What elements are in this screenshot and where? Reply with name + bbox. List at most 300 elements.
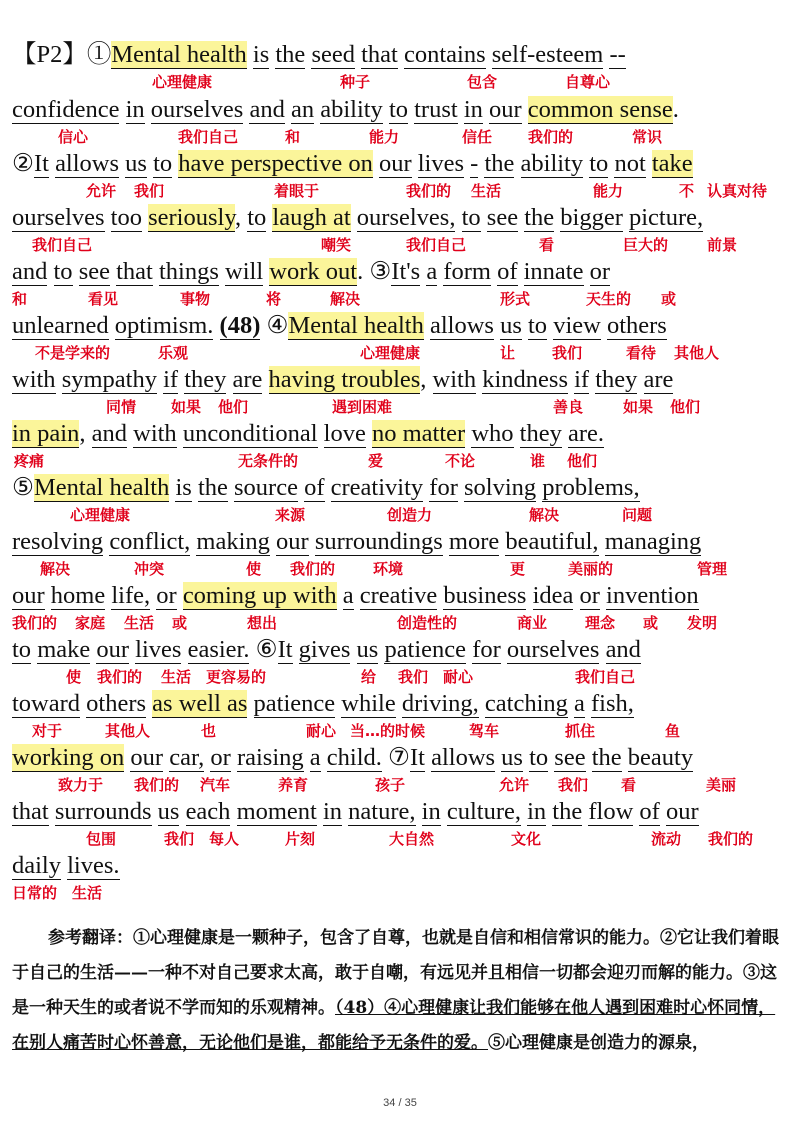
highlighted-phrase: Mental health — [288, 312, 424, 339]
word: us — [500, 312, 522, 339]
word: to — [461, 204, 481, 231]
word: a — [342, 582, 354, 609]
word: our — [12, 582, 45, 609]
space — [514, 150, 520, 177]
word: resolving — [12, 528, 104, 555]
chinese-gloss: 我们 — [398, 668, 429, 686]
chinese-gloss: 看 — [621, 776, 637, 794]
chinese-gloss: 汽车 — [200, 776, 231, 794]
passage-line — [12, 419, 604, 449]
word: catching — [484, 690, 568, 717]
passage-line — [12, 581, 699, 611]
word: are — [232, 366, 263, 393]
word: patience — [384, 636, 467, 663]
chinese-gloss: 或 — [643, 614, 659, 632]
chinese-gloss: 我们的 — [12, 614, 58, 632]
word: ② — [12, 150, 34, 177]
space — [443, 528, 449, 555]
word: to — [153, 150, 173, 177]
word: ability — [520, 150, 584, 177]
word: easier. — [187, 636, 250, 663]
chinese-gloss: 包围 — [86, 830, 117, 848]
word: will — [225, 258, 264, 285]
word: lives — [417, 150, 465, 177]
space — [573, 582, 579, 609]
word: fish, — [591, 690, 634, 717]
word: , — [420, 366, 427, 393]
chinese-gloss: 能力 — [369, 128, 400, 146]
highlighted-phrase: no matter — [371, 420, 466, 447]
highlighted-phrase: coming up with — [182, 582, 337, 609]
word: ourselves, — [356, 204, 456, 231]
space — [501, 636, 507, 663]
chinese-gloss: 心理健康 — [70, 506, 131, 524]
chinese-gloss: 信心 — [58, 128, 89, 146]
chinese-gloss: 生活 — [124, 614, 155, 632]
word: daily — [12, 852, 61, 879]
chinese-gloss: 巨大的 — [623, 236, 669, 254]
chinese-gloss: 耐心 — [443, 668, 474, 686]
word: driving, — [401, 690, 479, 717]
word: form — [443, 258, 491, 285]
word: beautiful, — [505, 528, 599, 555]
highlighted-phrase: Mental health — [111, 41, 247, 68]
chinese-gloss: 我们 — [164, 830, 195, 848]
translation-underlined-48: （48）④心理健康让我们能够在他人遇到困难时心怀同情，在别人痛苦时心怀善意，无论他们是谁，都能给予无条件的爱。 — [12, 998, 776, 1053]
chinese-gloss: 他们 — [670, 398, 701, 416]
space — [637, 366, 643, 393]
word: allows — [429, 312, 494, 339]
word: and — [12, 258, 48, 285]
word: or — [589, 258, 611, 285]
word: to — [589, 150, 609, 177]
word: beauty — [627, 744, 694, 771]
word: our — [665, 798, 699, 825]
word: innate — [523, 258, 584, 285]
chinese-gloss: 和 — [285, 128, 301, 146]
space — [458, 96, 464, 123]
word: lives — [135, 636, 182, 663]
word: ourselves — [506, 636, 600, 663]
paragraph-label: 【P2】 — [12, 41, 87, 68]
passage-line — [12, 689, 634, 719]
space — [73, 258, 79, 285]
chinese-gloss: 生活 — [471, 182, 502, 200]
chinese-gloss: 种子 — [340, 73, 371, 91]
word: confidence — [12, 96, 120, 123]
word: they — [595, 366, 638, 393]
word: us — [125, 150, 147, 177]
chinese-gloss: 我们自己 — [32, 236, 93, 254]
word: are. — [567, 420, 604, 447]
word: source — [234, 474, 298, 501]
space — [49, 798, 55, 825]
chinese-gloss: 致力于 — [58, 776, 104, 794]
word: in — [527, 798, 547, 825]
word: to — [528, 312, 548, 339]
chinese-gloss: 发明 — [687, 614, 718, 632]
space — [416, 798, 422, 825]
highlighted-phrase: Mental health — [33, 474, 170, 501]
space — [321, 744, 327, 771]
word: things — [158, 258, 219, 285]
word: are — [643, 366, 674, 393]
word: others — [606, 312, 667, 339]
space — [396, 690, 402, 717]
space — [309, 528, 315, 555]
chinese-gloss: 解决 — [529, 506, 560, 524]
space — [318, 420, 324, 447]
word: our — [489, 96, 522, 123]
chinese-gloss: 日常的 — [12, 884, 58, 902]
chinese-gloss: 当…的时候 — [350, 722, 426, 740]
word: ⑥ — [255, 636, 278, 663]
word: make — [37, 636, 91, 663]
word: the — [484, 150, 515, 177]
word: . — [672, 96, 679, 123]
space — [354, 582, 360, 609]
word: that — [116, 258, 153, 285]
word: self-esteem — [491, 41, 604, 68]
word: if — [163, 366, 179, 393]
word: or — [210, 744, 231, 771]
highlighted-phrase: as well as — [152, 690, 248, 717]
word: raising — [236, 744, 304, 771]
chinese-gloss: 生活 — [161, 668, 192, 686]
passage-line — [12, 40, 626, 70]
word: invention — [606, 582, 699, 609]
word: they — [184, 366, 227, 393]
word: creativity — [330, 474, 424, 501]
space — [177, 420, 183, 447]
word: life, — [111, 582, 151, 609]
chinese-gloss: 驾车 — [469, 722, 500, 740]
highlighted-phrase: work out — [269, 258, 358, 285]
space — [514, 420, 520, 447]
word: allows — [431, 744, 496, 771]
word: It — [409, 744, 425, 771]
space — [56, 366, 62, 393]
word: for — [429, 474, 458, 501]
word: others — [86, 690, 147, 717]
word: for — [472, 636, 501, 663]
chinese-gloss: 养育 — [278, 776, 309, 794]
space — [455, 204, 461, 231]
word: see — [554, 744, 586, 771]
word: that — [361, 41, 398, 68]
word: to — [53, 258, 73, 285]
chinese-gloss: 包含 — [467, 73, 498, 91]
chinese-gloss: 善良 — [553, 398, 584, 416]
translation-part-3: ⑤心理健康是创造力的源泉， — [488, 1033, 709, 1053]
word: -- — [609, 41, 626, 68]
word: managing — [604, 528, 702, 555]
highlighted-phrase: laugh at — [272, 204, 351, 231]
chinese-gloss: 信任 — [462, 128, 493, 146]
word: nature, — [348, 798, 416, 825]
word: trust — [414, 96, 458, 123]
word: surroundings — [314, 528, 443, 555]
word: creative — [359, 582, 438, 609]
passage-line — [12, 257, 610, 287]
chinese-gloss: 看 — [539, 236, 555, 254]
passage-line — [12, 149, 693, 179]
word: It — [33, 150, 49, 177]
chinese-gloss: 心理健康 — [360, 344, 421, 362]
reference-translation — [12, 921, 788, 1061]
word: or — [156, 582, 177, 609]
chinese-gloss: 天生的 — [586, 290, 632, 308]
chinese-gloss: 生活 — [72, 884, 103, 902]
chinese-gloss: 我们的 — [290, 560, 336, 578]
chinese-gloss: 允许 — [86, 182, 117, 200]
chinese-gloss: 冲突 — [134, 560, 165, 578]
chinese-gloss: 创造性的 — [397, 614, 458, 632]
chinese-gloss: 乐观 — [158, 344, 189, 362]
word: business — [443, 582, 527, 609]
word: ④ — [266, 312, 289, 339]
word: culture, — [446, 798, 521, 825]
chinese-gloss: 我们自己 — [406, 236, 467, 254]
passage-line — [12, 797, 699, 827]
word: . — [357, 258, 364, 285]
space — [337, 582, 343, 609]
passage-line — [12, 635, 641, 665]
chinese-gloss: 其他人 — [105, 722, 151, 740]
chinese-gloss: 耐心 — [306, 722, 337, 740]
word: ⑦ — [388, 744, 410, 771]
chinese-gloss: 我们的 — [708, 830, 754, 848]
space — [351, 204, 357, 231]
word: is — [175, 474, 192, 501]
chinese-gloss: 我们 — [558, 776, 589, 794]
word: each — [185, 798, 231, 825]
passage-line — [12, 473, 640, 503]
chinese-gloss: 美丽的 — [568, 560, 614, 578]
word: ① — [86, 41, 112, 68]
space — [247, 690, 253, 717]
word: (48) — [219, 312, 261, 339]
chinese-gloss: 认真对待 — [707, 182, 768, 200]
chinese-gloss: 着眼于 — [274, 182, 320, 200]
word: while — [341, 690, 396, 717]
chinese-gloss: 每人 — [209, 830, 240, 848]
chinese-gloss: 无条件的 — [238, 452, 299, 470]
passage-line — [12, 95, 679, 125]
chinese-gloss: 我们自己 — [178, 128, 239, 146]
chinese-gloss: 大自然 — [389, 830, 435, 848]
word: seed — [311, 41, 355, 68]
space — [526, 582, 532, 609]
chinese-gloss: 流动 — [651, 830, 682, 848]
word: ability — [320, 96, 383, 123]
word: see — [78, 258, 110, 285]
word: conflict, — [109, 528, 191, 555]
space — [213, 312, 219, 339]
space — [177, 582, 183, 609]
space — [412, 150, 418, 177]
page-number: 34 / 35 — [383, 1097, 417, 1109]
word: patience — [253, 690, 336, 717]
chinese-gloss: 理念 — [585, 614, 616, 632]
word: toward — [12, 690, 81, 717]
word: the — [275, 41, 306, 68]
word: idea — [532, 582, 574, 609]
word: with — [432, 366, 477, 393]
word: - — [470, 150, 479, 177]
word: if — [574, 366, 590, 393]
chinese-gloss: 解决 — [330, 290, 361, 308]
highlighted-phrase: have perspective on — [178, 150, 373, 177]
word: ourselves — [150, 96, 244, 123]
space — [441, 798, 447, 825]
word: ourselves — [12, 204, 105, 231]
word: child. — [326, 744, 382, 771]
space — [86, 420, 92, 447]
word: in — [125, 96, 145, 123]
word: see — [486, 204, 519, 231]
space — [646, 150, 652, 177]
space — [599, 636, 605, 663]
space — [152, 798, 158, 825]
chinese-gloss: 自尊心 — [565, 73, 611, 91]
word: of — [304, 474, 325, 501]
chinese-gloss: 我们的 — [528, 128, 574, 146]
space — [350, 636, 356, 663]
translation-label: 参考翻译： — [48, 928, 133, 948]
word: unconditional — [182, 420, 318, 447]
word: of — [497, 258, 518, 285]
word: in — [463, 96, 483, 123]
word: a — [574, 690, 585, 717]
chinese-gloss: 嘲笑 — [321, 236, 352, 254]
space — [247, 41, 253, 68]
chinese-gloss: 家庭 — [75, 614, 106, 632]
chinese-gloss: 我们 — [134, 182, 165, 200]
word: It — [277, 636, 293, 663]
word: contains — [403, 41, 486, 68]
chinese-gloss: 前景 — [707, 236, 738, 254]
space — [293, 636, 299, 663]
chinese-gloss: 使 — [66, 668, 82, 686]
word: It's — [391, 258, 421, 285]
chinese-gloss: 抓住 — [565, 722, 596, 740]
word: us — [157, 798, 180, 825]
chinese-gloss: 我们的 — [97, 668, 143, 686]
highlighted-phrase: seriously — [148, 204, 235, 231]
chinese-gloss: 允许 — [499, 776, 530, 794]
space — [586, 744, 592, 771]
space — [599, 528, 605, 555]
word: or — [579, 582, 600, 609]
chinese-gloss: 来源 — [275, 506, 306, 524]
word: not — [614, 150, 646, 177]
word: kindness — [482, 366, 568, 393]
word: us — [356, 636, 379, 663]
translation-part-1: ①心理健康是一颗种子，包含了自尊，也就是自信和相信常识的能力。②它让我们着眼于自己的生活——一种不对自己要求太高，敢于自嘲，有远见并且相信一切都会迎刃而解的能力。③这是一种天生的或者说不学而知的乐观精神。 — [12, 928, 779, 1018]
chinese-gloss: 更 — [510, 560, 526, 578]
chinese-gloss: 孩子 — [375, 776, 406, 794]
word: a — [309, 744, 321, 771]
chinese-gloss: 爱 — [368, 452, 384, 470]
chinese-gloss: 如果 — [171, 398, 202, 416]
word: to — [388, 96, 408, 123]
word: our — [378, 150, 412, 177]
chinese-gloss: 或 — [172, 614, 188, 632]
space — [179, 798, 185, 825]
word: gives — [298, 636, 351, 663]
passage-line — [12, 311, 667, 341]
word: a — [426, 258, 438, 285]
space — [105, 204, 111, 231]
chinese-gloss: 对于 — [32, 722, 63, 740]
space — [481, 204, 487, 231]
space — [230, 798, 236, 825]
word: to — [247, 204, 267, 231]
passage-line — [12, 527, 701, 557]
chinese-gloss: 我们自己 — [575, 668, 636, 686]
word: moment — [236, 798, 317, 825]
word: they — [519, 420, 562, 447]
chinese-gloss: 遇到困难 — [332, 398, 393, 416]
chinese-gloss: 管理 — [697, 560, 728, 578]
word: lives. — [67, 852, 120, 879]
highlighted-phrase: working on — [12, 744, 125, 771]
highlighted-phrase: take — [651, 150, 693, 177]
word: us — [501, 744, 523, 771]
word: to — [529, 744, 549, 771]
word: flow — [588, 798, 634, 825]
chinese-gloss: 不是学来的 — [35, 344, 111, 362]
chinese-gloss: 创造力 — [387, 506, 433, 524]
highlighted-phrase: in pain — [12, 420, 80, 447]
word: our — [130, 744, 164, 771]
space — [518, 258, 524, 285]
word: with — [12, 366, 56, 393]
word: in — [421, 798, 441, 825]
chinese-gloss: 美丽 — [706, 776, 737, 794]
chinese-gloss: 同情 — [106, 398, 137, 416]
word: car, — [169, 744, 205, 771]
passage-line — [12, 365, 673, 395]
word: too — [110, 204, 142, 231]
chinese-gloss: 我们的 — [134, 776, 180, 794]
space — [479, 690, 485, 717]
space — [181, 636, 187, 663]
space — [325, 474, 331, 501]
chinese-gloss: 他们 — [218, 398, 249, 416]
word: is — [252, 41, 270, 68]
chinese-gloss: 我们的 — [406, 182, 452, 200]
space — [486, 41, 492, 68]
word: who — [471, 420, 514, 447]
chinese-gloss: 和 — [12, 290, 28, 308]
chinese-gloss: 如果 — [623, 398, 654, 416]
chinese-gloss: 我们 — [552, 344, 583, 362]
passage-line — [12, 743, 693, 773]
word: picture, — [628, 204, 704, 231]
word: and — [249, 96, 285, 123]
chinese-gloss: 常识 — [632, 128, 663, 146]
highlighted-phrase: having troubles — [268, 366, 421, 393]
chinese-gloss: 看待 — [626, 344, 657, 362]
chinese-gloss: 解决 — [40, 560, 71, 578]
chinese-gloss: 他们 — [567, 452, 598, 470]
space — [119, 96, 125, 123]
word: allows — [55, 150, 120, 177]
word: ③ — [369, 258, 392, 285]
word: , — [234, 204, 242, 231]
